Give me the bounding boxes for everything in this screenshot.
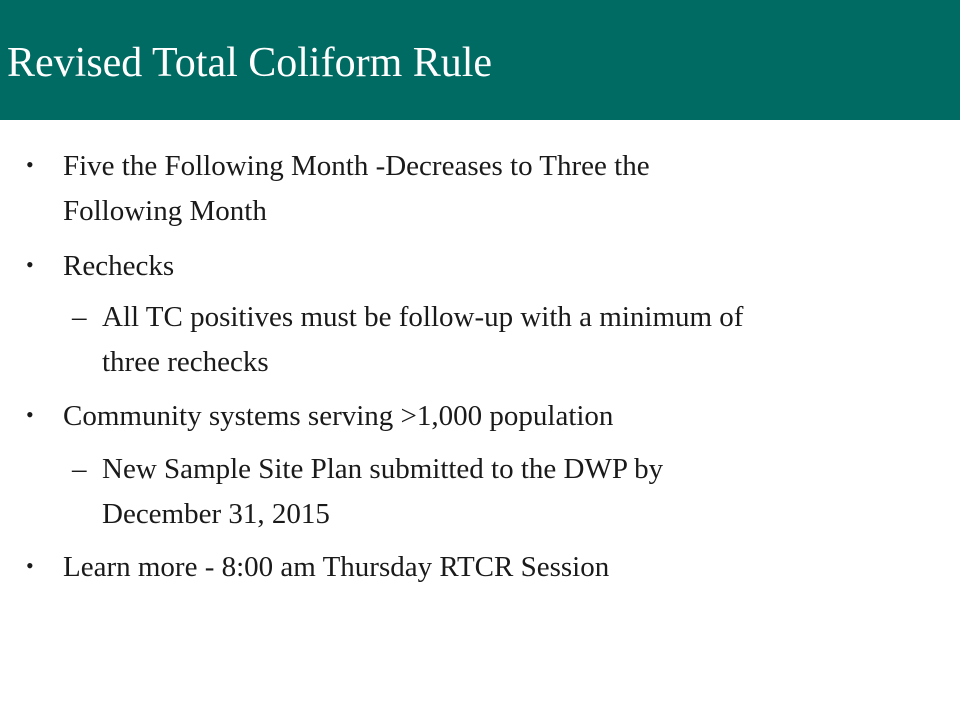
sub-bullet-text: December 31, 2015: [102, 498, 330, 530]
slide-title: Revised Total Coliform Rule: [7, 40, 493, 86]
sub-bullet-text: New Sample Site Plan submitted to the DWP by: [102, 453, 664, 485]
bullet-text: Community systems serving >1,000 population: [63, 400, 614, 432]
bullet-text: Learn more - 8:00 am Thursday RTCR Session: [63, 551, 610, 583]
bullet-text: Rechecks: [63, 250, 175, 282]
bullet-marker: •: [26, 402, 34, 427]
sub-bullet-text: All TC positives must be follow-up with a minimum of: [102, 301, 744, 333]
bullet-text: Following Month: [63, 195, 267, 227]
dash-marker: –: [72, 453, 87, 485]
dash-marker: –: [72, 301, 87, 333]
sub-bullet-text: three rechecks: [102, 346, 269, 378]
bullet-marker: •: [26, 553, 34, 578]
bullet-marker: •: [26, 152, 34, 177]
bullet-text: Five the Following Month -Decreases to Three the: [63, 150, 650, 182]
bullet-marker: •: [26, 252, 34, 277]
